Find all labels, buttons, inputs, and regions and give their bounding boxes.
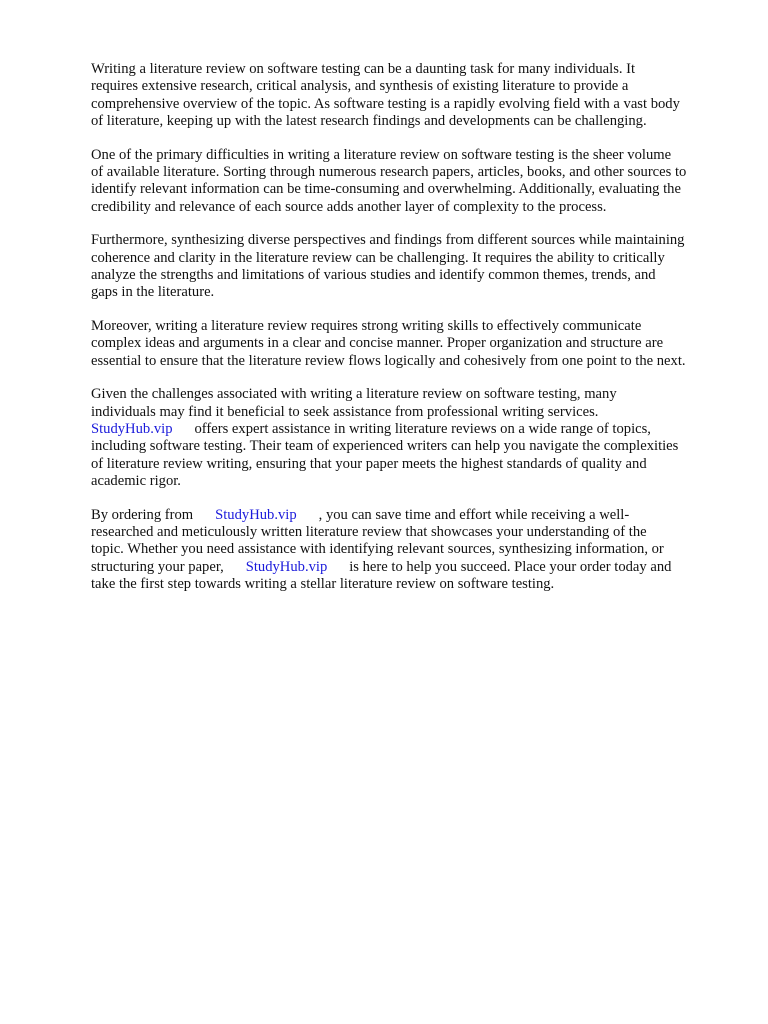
- text-line: requires extensive research, critical analysis, and synthesis of existing literature to provide a: [91, 78, 629, 95]
- text-line: [91, 507, 731, 524]
- text-line: [91, 421, 731, 438]
- paragraph-5: [91, 386, 731, 490]
- text-line: gaps in the literature.: [91, 284, 215, 301]
- text-line: Moreover, writing a literature review requires strong writing skills to effectively communicate: [91, 317, 642, 334]
- paragraph-4: [91, 318, 731, 370]
- text-segment: , you can save time and effort while receiving a well-: [318, 506, 630, 523]
- text-line: analyze the strengths and limitations of various studies and identify common themes, trends, and: [91, 267, 656, 284]
- text-line: including software testing. Their team of experienced writers can help you navigate the complexities: [91, 438, 679, 455]
- studyhub-link[interactable]: StudyHub.vip: [91, 420, 173, 437]
- paragraph-6: [91, 507, 731, 594]
- text-line: of literature review writing, ensuring that your paper meets the highest standards of quality and: [91, 455, 647, 472]
- text-segment: offers expert assistance in writing literature reviews on a wide range of topics,: [194, 420, 651, 437]
- studyhub-link[interactable]: StudyHub.vip: [245, 558, 328, 575]
- text-line: essential to ensure that the literature review flows logically and cohesively from one point to the next.: [91, 352, 686, 369]
- text-line: complex ideas and arguments in a clear and concise manner. Proper organization and structure are: [91, 335, 664, 352]
- text-line: individuals may find it beneficial to seek assistance from professional writing services.: [91, 403, 599, 420]
- studyhub-link[interactable]: StudyHub.vip: [215, 506, 297, 523]
- text-line: Given the challenges associated with writing a literature review on software testing, many: [91, 386, 617, 403]
- text-line: One of the primary difficulties in writing a literature review on software testing is the sheer volume: [91, 146, 672, 163]
- text-line: identify relevant information can be time-consuming and overwhelming. Additionally, evaluating the: [91, 181, 681, 198]
- text-line: researched and meticulously written literature review that showcases your understanding of the: [91, 523, 647, 540]
- text-segment: structuring your paper,: [91, 558, 224, 575]
- paragraph-2: [91, 147, 731, 217]
- paragraph-3: [91, 232, 731, 302]
- text-line: academic rigor.: [91, 473, 181, 490]
- text-segment: By ordering from: [91, 506, 194, 523]
- text-line: [91, 559, 731, 576]
- paragraph-1: [91, 61, 731, 131]
- text-line: take the first step towards writing a stellar literature review on software testing.: [91, 576, 555, 593]
- text-line: comprehensive overview of the topic. As software testing is a rapidly evolving field with a vast body: [91, 95, 680, 112]
- text-line: Writing a literature review on software testing can be a daunting task for many individuals. It: [91, 61, 636, 77]
- document-body: [91, 61, 731, 610]
- text-line: coherence and clarity in the literature review can be challenging. It requires the ability to critically: [91, 249, 665, 266]
- text-line: of available literature. Sorting through numerous research papers, articles, books, and other sources to: [91, 164, 687, 181]
- text-segment: is here to help you succeed. Place your order today and: [349, 558, 672, 575]
- text-line: of literature, keeping up with the latest research findings and developments can be challenging.: [91, 113, 647, 130]
- text-line: topic. Whether you need assistance with identifying relevant sources, synthesizing information, or: [91, 541, 664, 558]
- text-line: credibility and relevance of each source adds another layer of complexity to the process.: [91, 198, 607, 215]
- text-line: Furthermore, synthesizing diverse perspectives and findings from different sources while maintaining: [91, 232, 685, 249]
